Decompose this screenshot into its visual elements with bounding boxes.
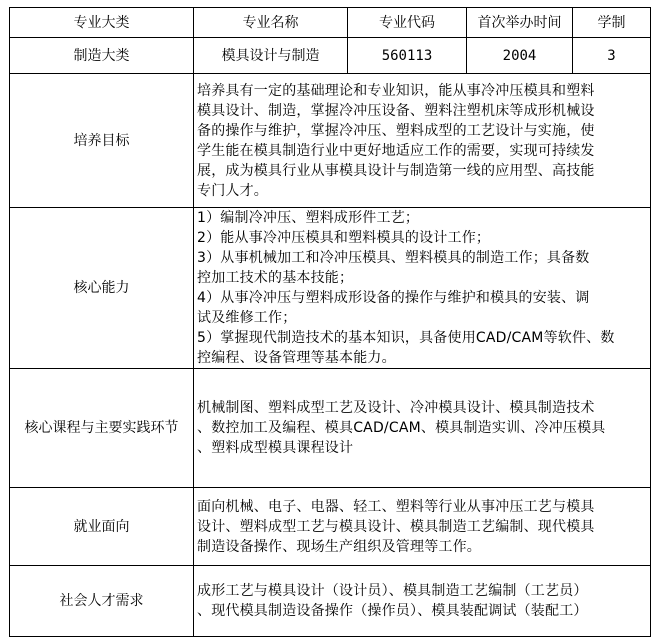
text-line: 试及维修工作；: [197, 310, 297, 326]
text-line: 控加工技术的基本技能；: [197, 270, 354, 286]
talent-demand-label: 社会人才需求: [10, 566, 194, 637]
text-line: 2）能从事冷冲压模具和塑料模具的设计工作；: [197, 230, 491, 246]
core-courses-text: [194, 369, 651, 488]
text-line: 3）从事机械加工和冷冲压模具、塑料模具的制造工作；具备数: [197, 250, 590, 266]
info-row: [10, 38, 651, 74]
header-major-code: 专业代码: [348, 8, 467, 38]
text-line: 备的操作与维护，掌握冷冲压、塑料成型的工艺设计与实施，使: [197, 122, 595, 139]
duration-value: 3: [573, 38, 651, 74]
training-goal-text: [194, 74, 651, 208]
text-line: 制造设备操作、现场生产组织及管理等工作。: [197, 538, 481, 555]
category-value: 制造大类: [10, 38, 194, 74]
core-ability-text: [194, 208, 651, 369]
text-line: 、现代模具制造设备操作（操作员）、模具装配调试（装配工）: [197, 603, 588, 619]
text-line: 成形工艺与模具设计（设计员）、模具制造工艺编制（工艺员）: [197, 583, 588, 599]
text-line: 控编程、设备管理等基本能力。: [197, 350, 396, 366]
text-line: 模具设计、制造，掌握冷冲压设备、塑料注塑机床等成形机械设: [197, 102, 595, 119]
employment-label: 就业面向: [10, 488, 194, 566]
text-line: 4）从事冷冲压与塑料成形设备的操作与维护和模具的安装、调: [197, 290, 590, 306]
text-line: 专门人才。: [197, 182, 268, 199]
major-name-value: 模具设计与制造: [194, 38, 348, 74]
header-major-name: 专业名称: [194, 8, 348, 38]
employment-text: [194, 488, 651, 566]
text-line: 展，成为模具行业从事模具设计与制造第一线的应用型、高技能: [197, 162, 595, 179]
text-line: 1）编制冷冲压、塑料成形件工艺；: [197, 210, 420, 226]
text-line: 5）掌握现代制造技术的基本知识，具备使用CAD/CAM等软件、数: [197, 330, 615, 346]
first-year-value: 2004: [467, 38, 573, 74]
header-category: 专业大类: [10, 8, 194, 38]
major-info-table: [9, 7, 651, 637]
core-ability-label: 核心能力: [10, 208, 194, 369]
text-line: 设计、塑料成型工艺与模具设计、模具制造工艺编制、现代模具: [197, 518, 595, 535]
header-duration: 学制: [573, 8, 651, 38]
text-line: 学生能在模具制造行业中更好地适应工作的需要，实现可持续发: [197, 142, 595, 159]
text-line: 面向机械、电子、电器、轻工、塑料等行业从事冲压工艺与模具: [197, 498, 595, 515]
core-courses-label: 核心课程与主要实践环节: [10, 369, 194, 488]
employment-row: [10, 488, 651, 566]
major-code-value: 560113: [348, 38, 467, 74]
header-first-year: 首次举办时间: [467, 8, 573, 38]
talent-demand-text: [194, 566, 651, 637]
text-line: 机械制图、塑料成型工艺及设计、冷冲模具设计、模具制造技术: [197, 400, 595, 416]
core-courses-row: [10, 369, 651, 488]
text-line: 、塑料成型模具课程设计: [197, 440, 354, 456]
text-line: 培养具有一定的基础理论和专业知识，能从事冷冲压模具和塑料: [197, 82, 595, 99]
header-row: [10, 8, 651, 38]
core-ability-row: [10, 208, 651, 369]
talent-demand-row: [10, 566, 651, 637]
text-line: 、数控加工及编程、模具CAD/CAM、模具制造实训、冷冲压模具: [197, 420, 606, 436]
training-goal-label: 培养目标: [10, 74, 194, 208]
training-goal-row: [10, 74, 651, 208]
